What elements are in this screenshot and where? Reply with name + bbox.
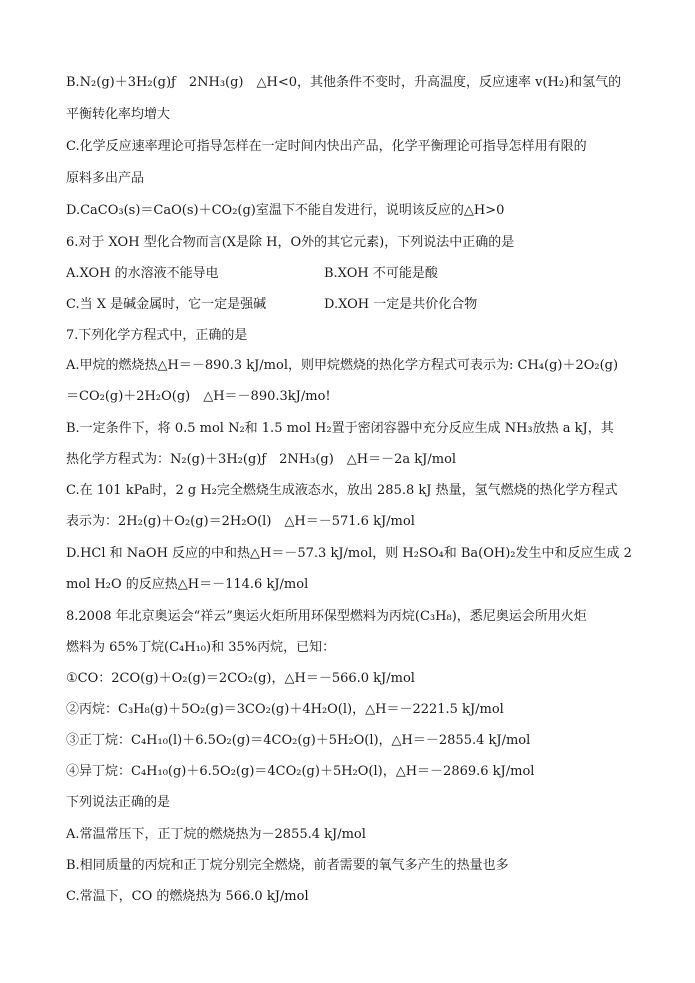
q8-option-c: C.常温下，CO 的燃烧热为 566.0 kJ/mol — [66, 889, 309, 904]
q8-stem-line2: 燃料为 65%丁烷(C₄H₁₀)和 35%丙烷，已知： — [66, 640, 336, 655]
q5-option-b-line2: 平衡转化率均增大 — [66, 107, 171, 122]
q5-option-b-line1: B.N₂(g)＋3H₂(g)ƒ 2NH₃(g) △H<0，其他条件不变时，升高温度，反应速率 v(H₂)和氢气的 — [66, 75, 622, 90]
q6-options-row2 — [66, 296, 635, 314]
q5-option-c-line2: 原料多出产品 — [66, 171, 145, 186]
q7-stem: 7.下列化学方程式中，正确的是 — [66, 328, 248, 343]
q6-option-d: D.XOH 一定是共价化合物 — [324, 297, 478, 312]
q8-option-a: A.常温常压下，正丁烷的燃烧热为－2855.4 kJ/mol — [66, 827, 366, 842]
q8-prompt: 下列说法正确的是 — [66, 795, 171, 810]
q7-option-a-line1: A.甲烷的燃烧热△H＝－890.3 kJ/mol，则甲烷燃烧的热化学方程式可表示为: CH₄(g)＋2O₂(g) — [66, 358, 619, 373]
q6-stem: 6.对于 XOH 型化合物而言(X是除 H，O外的其它元素)，下列说法中正确的是 — [66, 235, 515, 250]
q7-option-b-line2: 热化学方程式为：N₂(g)＋3H₂(g)ƒ 2NH₃(g) △H＝－2a kJ/mol — [66, 452, 457, 467]
q7-option-d-line2: mol H₂O 的反应热△H＝－114.6 kJ/mol — [66, 577, 309, 592]
q8-reaction-3: ③正丁烷：C₄H₁₀(l)＋6.5O₂(g)＝4CO₂(g)＋5H₂O(l)，△H＝－2855.4 kJ/mol — [66, 733, 531, 748]
q8-option-b: B.相同质量的丙烷和正丁烷分别完全燃烧，前者需要的氧气多产生的热量也多 — [66, 858, 509, 873]
q7-option-c-line1: C.在 101 kPa时，2 g H₂完全燃烧生成液态水，放出 285.8 kJ 热量，氢气燃烧的热化学方程式 — [66, 483, 618, 498]
q6-option-c: C.当 X 是碱金属时，它一定是强碱 — [66, 297, 267, 312]
q8-reaction-4: ④异丁烷：C₄H₁₀(g)＋6.5O₂(g)＝4CO₂(g)＋5H₂O(l)，△H＝－2869.6 kJ/mol — [66, 764, 535, 779]
q8-reaction-2: ②丙烷：C₃H₈(g)＋5O₂(g)＝3CO₂(g)＋4H₂O(l)，△H＝－2221.5 kJ/mol — [66, 702, 504, 717]
q7-option-d-line1: D.HCl 和 NaOH 反应的中和热△H＝－57.3 kJ/mol，则 H₂SO₄和 Ba(OH)₂发生中和反应生成 2 — [66, 546, 632, 561]
q8-reaction-1: ①CO：2CO(g)＋O₂(g)＝2CO₂(g)，△H＝－566.0 kJ/mol — [66, 671, 415, 686]
q7-option-a-line2: ＝CO₂(g)＋2H₂O(g) △H＝－890.3kJ/mo! — [66, 389, 331, 404]
q5-option-d: D.CaCO₃(s)＝CaO(s)＋CO₂(g)室温下不能自发进行，说明该反应的△H>0 — [66, 203, 505, 218]
q8-stem-line1: 8.2008 年北京奥运会“祥云”奥运火炬所用环保型燃料为丙烷(C₃H₈)，悉尼奥运会所用火炬 — [66, 609, 587, 624]
q6-options-row1 — [66, 265, 635, 283]
q5-option-c-line1: C.化学反应速率理论可指导怎样在一定时间内快出产品，化学平衡理论可指导怎样用有限的 — [66, 139, 587, 154]
q7-option-b-line1: B.一定条件下，将 0.5 mol N₂和 1.5 mol H₂置于密闭容器中充分反应生成 NH₃放热 a kJ，其 — [66, 421, 614, 436]
q6-option-b: B.XOH 不可能是酸 — [324, 266, 438, 281]
q6-option-a: A.XOH 的水溶液不能导电 — [66, 266, 219, 281]
q7-option-c-line2: 表示为：2H₂(g)＋O₂(g)＝2H₂O(l) △H＝－571.6 kJ/mol — [66, 514, 415, 529]
